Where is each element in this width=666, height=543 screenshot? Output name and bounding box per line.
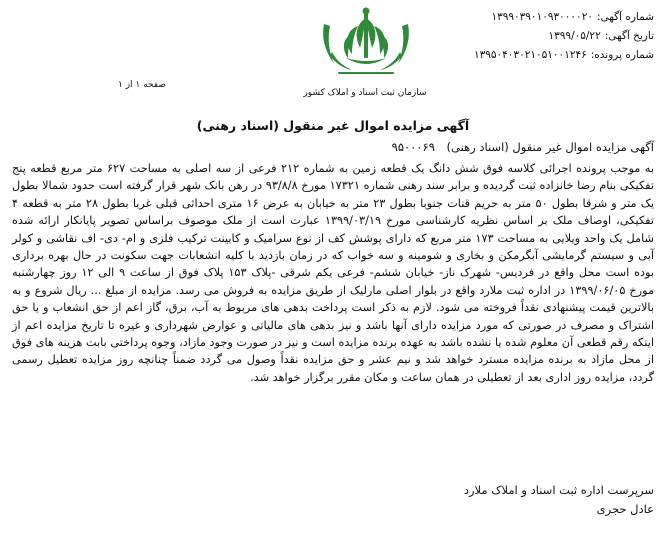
auction-body-paragraph: به موجب پرونده اجرائی کلاسه فوق شش دانگ یک قطعه زمین به شماره ۲۱۲ فرعی از سه اصلی به مساحت ۶۲۷ متر مربع قطعه پنج تفکیکی بنام رضا خانزاده ثبت گردیده و برابر سند رهنی شماره ۱۷۳۲۱ مورخ ۹۳/۸/۸ در رهن بانک شهر قرار گرفته است حدود شمالا بطول یک متر و شرقا بطول ۵۰ متر به حریم قنات جنوبا بطول ۲۳ متر به خیابان به عرض ۱۶ متری احداثی قبلی غربا بطول ۲۸ متر به قطعه ۴ تفکیکی، اوصاف ملک بر اساس نظریه کارشناسی مورخ ۱۳۹۹/۰۳/۱۹ عبارت است از ملک موصوف براساس تصویر پایانکار ارائه شده شامل یک واحد ویلایی به مساحت ۱۷۳ متر مربع که دارای پوشش کف از نوع سرامیک و کابینت ترکیب فلزی و ام- دی- اف نقاشی و کولر آبی و سیستم گرمایشی آبگرمکن و بخاری و شومینه و سه خواب که در زمان بازدید با کلیه انشعابات جهت سکونت در حال بهره برداری بوده است محل واقع در فردیس- شهرک ناز- خیابان ششم- فرعی یکم شرقی -پلاک ۱۵۳ پلاک فوق از ساعت ۹ الی ۱۲ روز چهارشنبه مورخ ۱۳۹۹/۰۶/۰۵ در اداره ثبت ملارد واقع در بلوار اصلی مارلیک از طریق مزایده به فروش می رسد. مزایده از مبلغ ... ریال شروع و به بالاترین قیمت پیشنهادی نقداً فروخته می شود. لازم به ذکر است پرداخت بدهی های مربوط به آب، برق، گاز اعم از حق انشعاب و یا حق اشتراک و مصرف در صورتی که مورد مزایده دارای آنها باشد و نیز بدهی های مالیاتی و عوارض شهرداری و غیره تا تاریخ مزایده اعم از اینکه رقم قطعی آن معلوم شده یا نشده باشد به عهده برنده مزایده است و نیز در صورت وجود مازاد، وجوه پرداختی بابت هزینه های فوق از محل مازاد به برنده مزایده مسترد خواهد شد و نیم عشر و حق مزایده نقداً وصول می گردد ضمناً چنانچه روز مزایده تعطیل رسمی گردد، مزایده روز اداری بعد از تعطیلی در همان ساعت و مکان مقرر برگزار خواهد شد. bbox=[12, 162, 654, 384]
subtitle-text: آگهی مزایده اموال غیر منقول (اسناد رهنی) bbox=[446, 140, 654, 154]
ad-date-label: تاریخ آگهی: bbox=[604, 30, 654, 42]
ad-number-label: شماره آگهی: bbox=[596, 11, 654, 23]
case-code: ۹۵۰۰۰۶۹ bbox=[391, 140, 435, 154]
file-number-value: ۱۳۹۵۰۴۰۳۰۲۱۰۵۱۰۰۱۲۴۶ bbox=[473, 49, 587, 61]
signature-name: عادل حجری bbox=[596, 502, 654, 516]
ad-metadata bbox=[444, 8, 654, 65]
judiciary-emblem-icon bbox=[316, 4, 416, 88]
ad-number-row bbox=[444, 8, 654, 27]
ad-number-value: ۱۳۹۹۰۳۹۰۱۰۹۳۰۰۰۰۲۰ bbox=[491, 11, 593, 23]
signature-block bbox=[464, 481, 654, 519]
document-title: آگهی مزایده اموال غیر منقول (اسناد رهنی) bbox=[196, 118, 470, 133]
organization-caption: سازمان ثبت اسناد و املاک کشور bbox=[303, 88, 427, 98]
ad-date-value: ۱۳۹۹/۰۵/۲۲ bbox=[548, 30, 601, 42]
document-subtitle bbox=[14, 140, 654, 154]
file-number-label: شماره پرونده: bbox=[590, 49, 654, 61]
page-indicator: صفحه ۱ از ۱ bbox=[118, 80, 166, 90]
signature-office: سرپرست اداره ثبت اسناد و املاک ملارد bbox=[463, 483, 654, 497]
ad-date-row bbox=[444, 27, 654, 46]
file-number-row bbox=[444, 46, 654, 65]
